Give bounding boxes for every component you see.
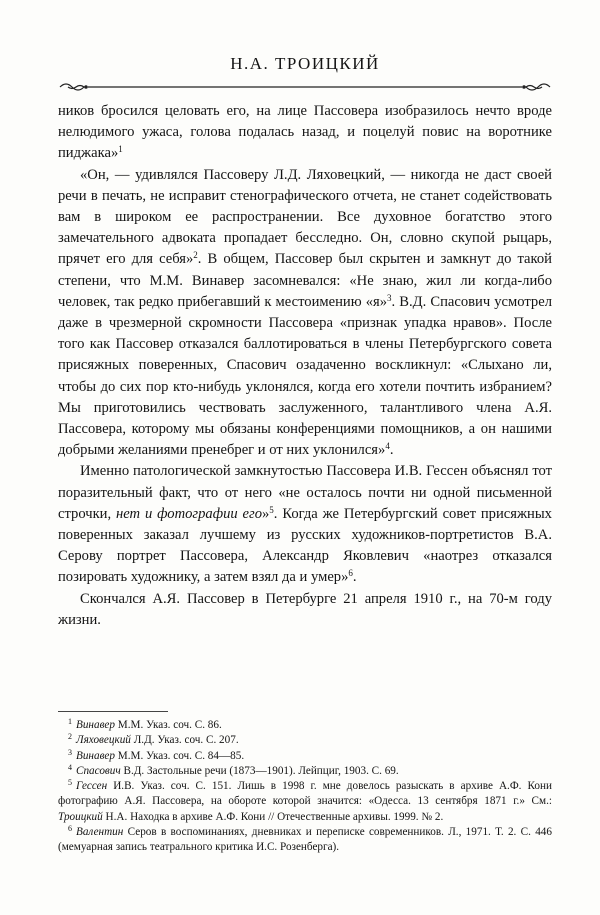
paragraph-3-italic: нет и фотографии его: [116, 505, 262, 522]
paragraph-2-text-a: «Он, — удивлялся Пассоверу Л.Д. Ляховецкий, — никогда не даст своей речи в печать, не исправит стенографического отчета, не станет содействовать вам в широком ее распространении. Все духовное богатство этого замечательного адвоката пропадает бесследно. Он, словно скупой рыцарь, прячет его для себя»: [58, 166, 552, 268]
footnote-author: Спасович: [76, 764, 121, 777]
footnote-ref-1: 1: [118, 144, 123, 155]
main-text: [58, 101, 552, 631]
footnote-text: Н.А. Находка в архиве А.Ф. Кони // Отечественные архивы. 1999. № 2.: [102, 810, 444, 823]
paragraph-2: [58, 165, 552, 462]
footnote-ref-3: 3: [387, 292, 392, 303]
paragraph-2-text-b: . В общем, Пассовер был скрытен и замкнут до такой степени, что М.М. Винавер засомневался: «Не знаю, жил ли когда-либо человек, так редко прибегавший к местоимению «я»: [58, 251, 552, 310]
paragraph-4: [58, 589, 552, 631]
paragraph-3-text-d: .: [352, 569, 357, 586]
ornament-divider-icon: [58, 81, 552, 93]
footnote-item: 4 Спасович В.Д. Застольные речи (1873—1901). Лейпциг, 1903. С. 69.: [68, 762, 399, 777]
footnote-author: Винавер: [76, 719, 115, 731]
paragraph-3: [58, 461, 552, 588]
paragraph-3-text-c: . Когда же Петербургский совет присяжных поверенных заказал лучшему из русских художников-портретистов В.А. Серову портрет Пассовера, Александр Яковлевич «наотрез отказался позировать художнику, а затем взял да и умер»: [58, 505, 552, 586]
running-header-title: Н.А. ТРОИЦКИЙ: [230, 54, 380, 73]
footnote-author: Винавер: [76, 749, 115, 762]
footnote-ref-4: 4: [385, 441, 390, 452]
footnote-text: М.М. Указ. соч. С. 84—85.: [115, 749, 245, 762]
footnote-author: Троицкий: [58, 810, 103, 823]
header-ornament-rule: [58, 81, 552, 93]
running-header: [58, 52, 552, 92]
paragraph-4-text: Скончался А.Я. Пассовер в Петербурге 21 апреля 1910 г., на 70-м году жизни.: [58, 590, 552, 628]
paragraph-1-text: ников бросился целовать его, на лице Пассовера изобразилось нечто вроде нелюдимого ужаса, голова подалась назад, и поцелуй повис на воротнике пиджака»: [58, 103, 552, 162]
paragraph-1: [58, 101, 552, 165]
paragraph-2-text-d: .: [389, 442, 394, 459]
footnote-text: В.Д. Застольные речи (1873—1901). Лейпциг, 1903. С. 69.: [120, 764, 399, 777]
footnote-ref-6: 6: [348, 568, 353, 579]
footnote-item: 5 Гессен И.В. Указ. соч. С. 151. Лишь в 1998 г. мне довелось разыскать в архиве А.Ф. Кони фотографию А.Я. Пассовера, на обороте которой значится: «Одесса. 13 сентября 1871 г.» См.: Троицкий Н.А. Находка в архиве А.Ф. Кони // Отечественные архивы. 1999. № 2.: [58, 778, 552, 823]
footnote-item: 2 Ляховецкий Л.Д. Указ. соч. С. 207.: [68, 732, 239, 747]
footnote-ref-2: 2: [193, 250, 198, 261]
footnote-author: Ляховецкий: [76, 734, 131, 747]
paragraph-2-text-c: . В.Д. Спасович усмотрел даже в чрезмерной скромности Пассовера «признак упадка нравов». После того как Пассовер отказался баллотироваться в члены Петербургского совета присяжных поверенных, Спасович озадаченно воскликнул: «Слыхано ли, чтобы до сих пор кто-нибудь уклонялся, когда его хотели почтить избранием? Мы приготовились чествовать заслуженного, талантливого члена А.Я. Пассовера, которому мы обязаны конференциями помощников, а он нашими добрыми желаниями пренебрег и от них уклонился»: [58, 293, 552, 459]
footnote-item: 3 Винавер М.М. Указ. соч. С. 84—85.: [68, 747, 245, 762]
footnote-separator: [58, 711, 168, 712]
footnote-author: Гессен: [76, 780, 108, 793]
footnote-ref-5: 5: [269, 504, 274, 515]
paragraph-3-text-a: Именно патологической замкнутостью Пассовера И.В. Гессен объяснял тот поразительный факт, что от него «не осталось почти ни одной письменной строчки,: [58, 463, 552, 522]
footnote-text: Серов в воспоминаниях, дневниках и переписке современников. Л., 1971. Т. 2. С. 446 (мемуарная запись театрального критика И.С. Розенберга).: [58, 826, 552, 854]
footnote-author: Валентин: [76, 826, 124, 839]
footnote-text: Л.Д. Указ. соч. С. 207.: [130, 734, 239, 747]
footnote-item: 1 Винавер М.М. Указ. соч. С. 86.: [68, 717, 222, 731]
footnote-text: М.М. Указ. соч. С. 86.: [115, 719, 222, 731]
footnote-text: И.В. Указ. соч. С. 151. Лишь в 1998 г. мне довелось разыскать в архиве А.Ф. Кони фотографию А.Я. Пассовера, на обороте которой значится: «Одесса. 13 сентября 1871 г.» См.:: [58, 780, 552, 808]
paragraph-3-text-b: »: [262, 505, 270, 522]
footnote-item: 6 Валентин Серов в воспоминаниях, дневниках и переписке современников. Л., 1971. Т. 2. С. 446 (мемуарная запись театрального критика И.С. Розенберга).: [58, 824, 552, 854]
footnotes: [58, 718, 552, 856]
